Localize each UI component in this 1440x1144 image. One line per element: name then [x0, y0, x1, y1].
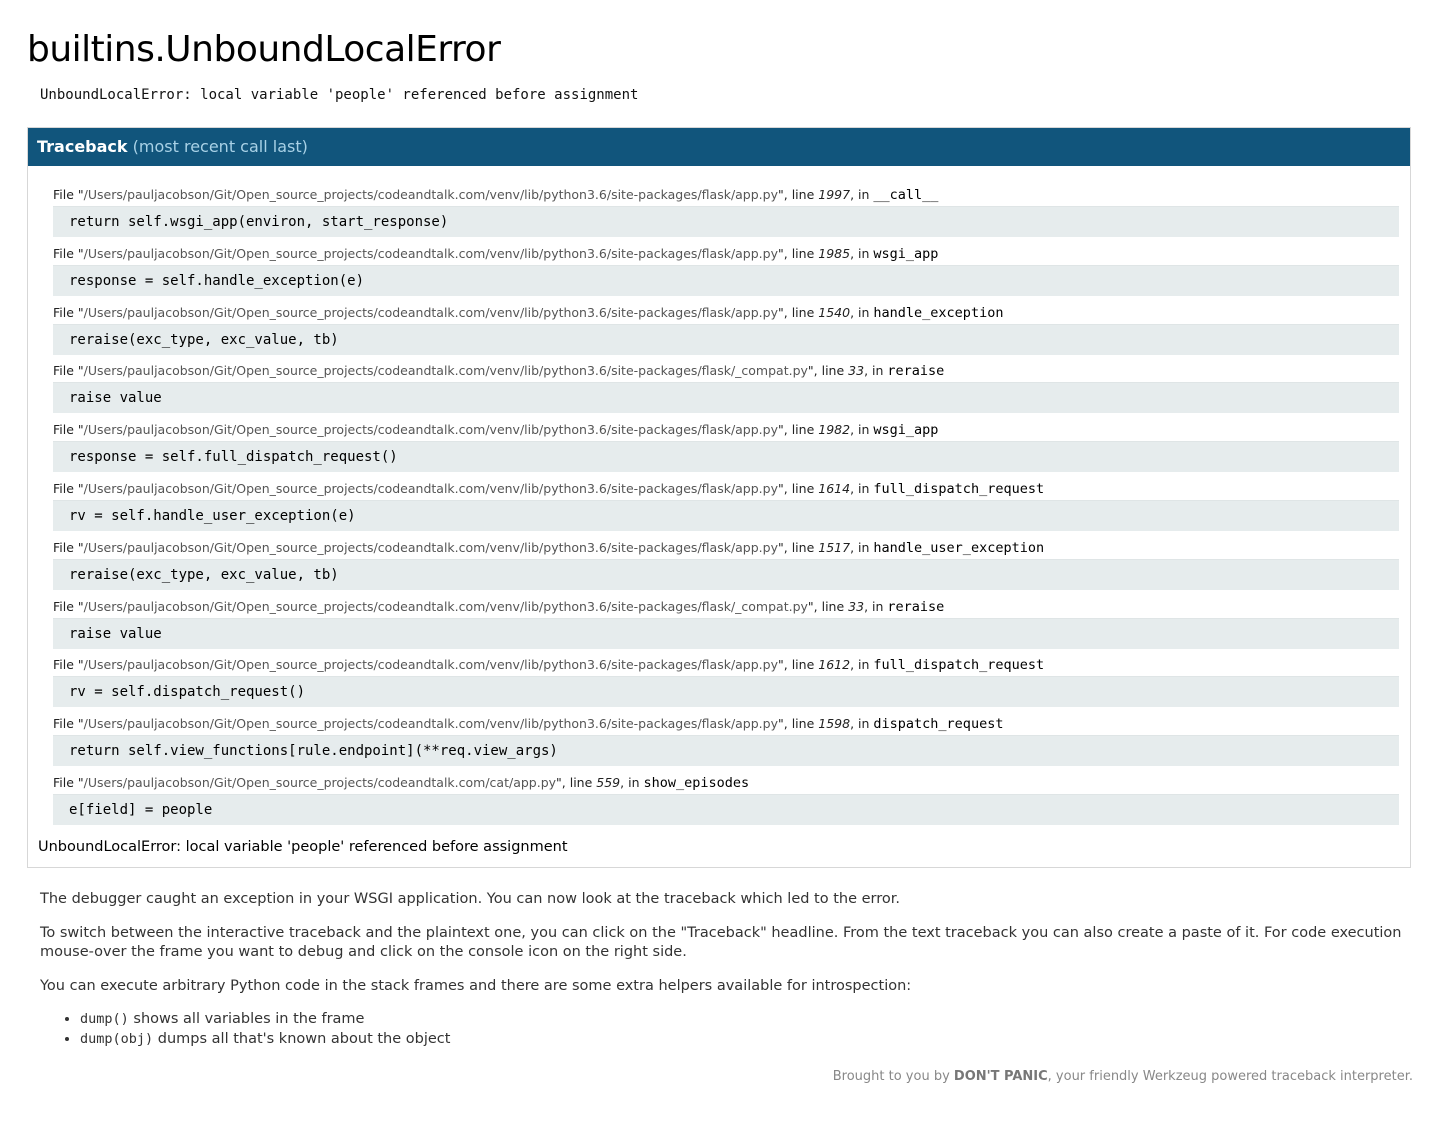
frame-path: /Users/pauljacobson/Git/Open_source_projects/codeandtalk.com/venv/lib/python3.6/site-packages/flask/app.py	[83, 539, 778, 555]
frame-function: full_dispatch_request	[873, 657, 1045, 674]
footer-brand: DON'T PANIC	[953, 1069, 1048, 1084]
frame-lineno: 33	[848, 363, 865, 379]
in-label: in	[858, 245, 870, 261]
frame-code[interactable]: rv = self.dispatch_request()	[53, 676, 1399, 707]
in-label: in	[628, 774, 640, 790]
in-label: in	[858, 539, 870, 555]
explanation-paragraph: To switch between the interactive traceback and the plaintext one, you can click on the "Traceback" headline. From the text traceback you can also create a paste of it. For code execution mouse-over the frame you want to debug and click on the console icon on the right side.	[40, 924, 1402, 960]
frame-info: File "/Users/pauljacobson/Git/Open_source_projects/codeandtalk.com/venv/lib/python3.6/site-packages/flask/app.py", line 1612, in full_dispatch_request	[53, 657, 1045, 674]
footer-suffix: , your friendly Werkzeug powered traceback interpreter.	[1047, 1069, 1413, 1084]
in-label: in	[858, 716, 870, 732]
in-label: in	[858, 304, 870, 320]
frame-function: handle_user_exception	[873, 539, 1045, 556]
in-label: in	[872, 363, 884, 379]
frame-info: File "/Users/pauljacobson/Git/Open_source_projects/codeandtalk.com/venv/lib/python3.6/site-packages/flask/app.py", line 1598, in dispatch_request	[53, 716, 1004, 733]
line-label: line	[791, 245, 815, 261]
traceback-frame[interactable]	[53, 478, 1399, 537]
file-label: File	[53, 480, 74, 496]
frame-function: handle_exception	[873, 304, 1004, 321]
frame-function: reraise	[887, 598, 945, 615]
line-label: line	[791, 716, 815, 732]
in-label: in	[858, 187, 870, 202]
page-title: builtins.UnboundLocalError	[27, 29, 501, 70]
frame-info: File "/Users/pauljacobson/Git/Open_source_projects/codeandtalk.com/venv/lib/python3.6/site-packages/flask/app.py", line 1614, in full_dispatch_request	[53, 480, 1045, 497]
frame-code[interactable]: response = self.full_dispatch_request()	[53, 441, 1399, 472]
error-message: UnboundLocalError: local variable 'people' referenced before assignment	[40, 87, 639, 103]
frame-lineno: 1517	[818, 539, 851, 555]
traceback-frame[interactable]	[53, 654, 1399, 713]
frame-path: /Users/pauljacobson/Git/Open_source_projects/codeandtalk.com/venv/lib/python3.6/site-packages/flask/app.py	[83, 657, 778, 673]
frame-function: wsgi_app	[873, 422, 939, 439]
file-label: File	[53, 245, 74, 261]
frame-info: File "/Users/pauljacobson/Git/Open_source_projects/codeandtalk.com/venv/lib/python3.6/site-packages/flask/_compat.py", line 33, in reraise	[53, 598, 945, 615]
traceback-frame[interactable]	[53, 360, 1399, 419]
file-label: File	[53, 304, 74, 320]
frame-code[interactable]: rv = self.handle_user_exception(e)	[53, 500, 1399, 531]
file-label: File	[53, 363, 74, 379]
helper-code: dump(obj)	[80, 1030, 154, 1047]
explanation	[27, 868, 1413, 1049]
frame-info: File "/Users/pauljacobson/Git/Open_source_projects/codeandtalk.com/venv/lib/python3.6/site-packages/flask/app.py", line 1982, in wsgi_app	[53, 422, 939, 439]
file-label: File	[53, 422, 74, 438]
file-label: File	[53, 774, 74, 790]
frame-path: /Users/pauljacobson/Git/Open_source_projects/codeandtalk.com/venv/lib/python3.6/site-packages/flask/app.py	[83, 716, 778, 732]
in-label: in	[858, 657, 870, 673]
helper-code: dump()	[80, 1010, 129, 1027]
helper-item	[80, 1009, 1413, 1029]
frame-lineno: 1612	[818, 657, 851, 673]
helper-item	[80, 1029, 1413, 1049]
file-label: File	[53, 598, 74, 614]
line-label: line	[791, 657, 815, 673]
helper-text: shows all variables in the frame	[128, 1010, 365, 1027]
explanation-paragraph: You can execute arbitrary Python code in the stack frames and there are some extra helpers available for introspection:	[40, 977, 912, 994]
frame-lineno: 1614	[818, 480, 851, 496]
line-label: line	[821, 598, 845, 614]
frame-function: dispatch_request	[873, 716, 1004, 733]
traceback-frame[interactable]	[53, 184, 1399, 243]
frame-path: /Users/pauljacobson/Git/Open_source_projects/codeandtalk.com/venv/lib/python3.6/site-packages/flask/app.py	[83, 187, 778, 202]
in-label: in	[872, 598, 884, 614]
frame-lineno: 1985	[818, 245, 851, 261]
frame-list	[28, 166, 1410, 831]
traceback-subheading: (most recent call last)	[132, 137, 308, 156]
line-label: line	[791, 480, 815, 496]
frame-info: File "/Users/pauljacobson/Git/Open_source_projects/codeandtalk.com/venv/lib/python3.6/site-packages/flask/app.py", line 1540, in handle_exception	[53, 304, 1004, 321]
traceback-panel	[27, 127, 1411, 868]
traceback-frame[interactable]	[53, 302, 1399, 361]
frame-code[interactable]: return self.view_functions[rule.endpoint](**req.view_args)	[53, 735, 1399, 766]
line-label: line	[791, 539, 815, 555]
frame-path: /Users/pauljacobson/Git/Open_source_projects/codeandtalk.com/venv/lib/python3.6/site-packages/flask/_compat.py	[83, 363, 808, 379]
frame-code[interactable]: e[field] = people	[53, 794, 1399, 825]
line-label: line	[821, 363, 845, 379]
frame-info: File "/Users/pauljacobson/Git/Open_source_projects/codeandtalk.com/cat/app.py", line 559, in show_episodes	[53, 774, 750, 791]
line-label: line	[791, 187, 815, 202]
file-label: File	[53, 716, 74, 732]
frame-code[interactable]: reraise(exc_type, exc_value, tb)	[53, 559, 1399, 590]
frame-function: show_episodes	[643, 774, 750, 791]
frame-code[interactable]: raise value	[53, 618, 1399, 649]
frame-code[interactable]: return self.wsgi_app(environ, start_response)	[53, 206, 1399, 237]
frame-info: File "/Users/pauljacobson/Git/Open_source_projects/codeandtalk.com/venv/lib/python3.6/site-packages/flask/app.py", line 1997, in __call__	[53, 187, 939, 203]
traceback-frame[interactable]	[53, 537, 1399, 596]
traceback-frame[interactable]	[53, 713, 1399, 772]
line-label: line	[569, 774, 593, 790]
traceback-headline[interactable]: Traceback	[37, 137, 128, 156]
frame-code[interactable]: response = self.handle_exception(e)	[53, 265, 1399, 296]
frame-lineno: 1598	[818, 716, 851, 732]
frame-function: __call__	[873, 187, 939, 203]
in-label: in	[858, 422, 870, 438]
traceback-header	[28, 128, 1410, 166]
frame-path: /Users/pauljacobson/Git/Open_source_projects/codeandtalk.com/venv/lib/python3.6/site-packages/flask/app.py	[83, 480, 778, 496]
traceback-frame[interactable]	[53, 419, 1399, 478]
file-label: File	[53, 657, 74, 673]
frame-info: File "/Users/pauljacobson/Git/Open_source_projects/codeandtalk.com/venv/lib/python3.6/site-packages/flask/app.py", line 1517, in handle_user_exception	[53, 539, 1045, 556]
frame-info: File "/Users/pauljacobson/Git/Open_source_projects/codeandtalk.com/venv/lib/python3.6/site-packages/flask/app.py", line 1985, in wsgi_app	[53, 245, 939, 262]
frame-lineno: 1997	[818, 187, 851, 202]
file-label: File	[53, 187, 74, 202]
final-error: UnboundLocalError: local variable 'people' referenced before assignment	[38, 838, 568, 855]
helper-list	[40, 1009, 1413, 1049]
footer-prefix: Brought to you by	[832, 1069, 954, 1084]
frame-path: /Users/pauljacobson/Git/Open_source_projects/codeandtalk.com/cat/app.py	[83, 774, 557, 790]
frame-lineno: 559	[596, 774, 621, 790]
traceback-frame[interactable]	[53, 243, 1399, 302]
frame-function: reraise	[887, 363, 945, 380]
frame-function: full_dispatch_request	[873, 480, 1045, 497]
frame-path: /Users/pauljacobson/Git/Open_source_projects/codeandtalk.com/venv/lib/python3.6/site-packages/flask/app.py	[83, 422, 778, 438]
frame-lineno: 1982	[818, 422, 851, 438]
frame-path: /Users/pauljacobson/Git/Open_source_projects/codeandtalk.com/venv/lib/python3.6/site-packages/flask/_compat.py	[83, 598, 808, 614]
file-label: File	[53, 539, 74, 555]
frame-lineno: 1540	[818, 304, 851, 320]
frame-code[interactable]: reraise(exc_type, exc_value, tb)	[53, 324, 1399, 355]
frame-info: File "/Users/pauljacobson/Git/Open_source_projects/codeandtalk.com/venv/lib/python3.6/site-packages/flask/_compat.py", line 33, in reraise	[53, 363, 945, 380]
footer	[833, 1069, 1413, 1084]
frame-path: /Users/pauljacobson/Git/Open_source_projects/codeandtalk.com/venv/lib/python3.6/site-packages/flask/app.py	[83, 304, 778, 320]
frame-path: /Users/pauljacobson/Git/Open_source_projects/codeandtalk.com/venv/lib/python3.6/site-packages/flask/app.py	[83, 245, 778, 261]
in-label: in	[858, 480, 870, 496]
frame-lineno: 33	[848, 598, 865, 614]
line-label: line	[791, 422, 815, 438]
frame-function: wsgi_app	[873, 245, 939, 262]
frame-code[interactable]: raise value	[53, 382, 1399, 413]
traceback-frame[interactable]	[53, 596, 1399, 655]
line-label: line	[791, 304, 815, 320]
helper-text: dumps all that's known about the object	[153, 1030, 451, 1047]
explanation-paragraph: The debugger caught an exception in your WSGI application. You can now look at the traceback which led to the error.	[40, 890, 901, 907]
traceback-frame[interactable]	[53, 772, 1399, 831]
